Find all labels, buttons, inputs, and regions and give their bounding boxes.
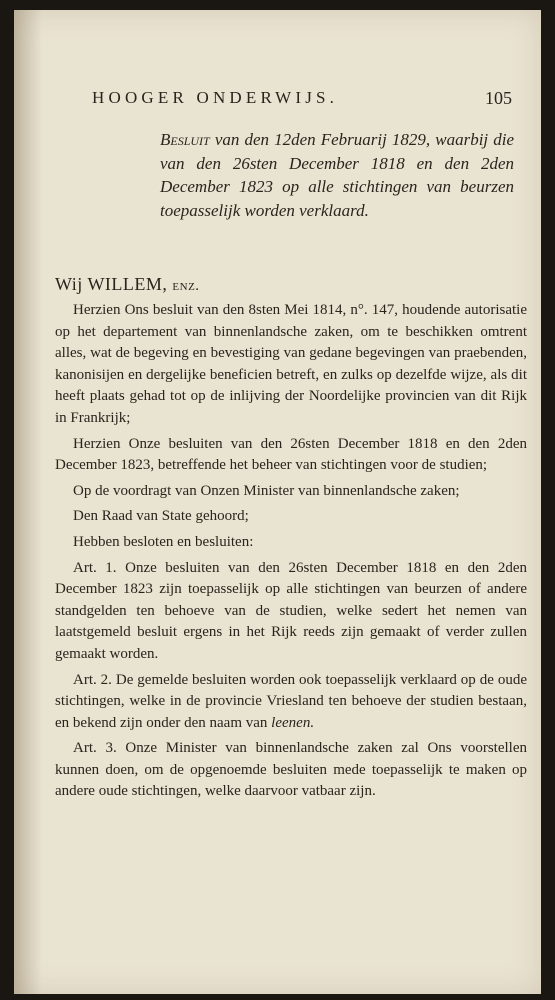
- decree-lead-word: Besluit: [160, 130, 210, 149]
- salutation: [55, 274, 200, 295]
- salutation-suffix: enz.: [172, 278, 200, 294]
- body-text: [55, 300, 527, 807]
- paragraph: Hebben besloten en besluiten:: [73, 533, 254, 550]
- running-header: [92, 88, 512, 108]
- paragraph: Den Raad van State gehoord;: [73, 508, 249, 525]
- paragraph: Herzien Ons besluit van den 8sten Mei 1814, n°. 147, houdende autorisatie op het departement van binnenlandsche zaken, om te beschikken omtrent alles, wat de begeving en bevestiging van gedane begevingen van praebenden, kanonisijen en dergelijke beneficien betreft, en zulks op dezelfde wijze, als dit heeft plaats gehad tot op de inlijving der Noordelijke provincien van dit Rijk in Frankrijk;: [55, 302, 527, 426]
- paragraph: Op de voordragt van Onzen Minister van binnenlandsche zaken;: [73, 482, 460, 499]
- salutation-name: Wij WILLEM,: [55, 274, 168, 294]
- decree-heading: [160, 128, 514, 222]
- article-2: [55, 670, 527, 735]
- running-title: HOOGER ONDERWIJS.: [92, 88, 339, 107]
- book-page: [14, 10, 541, 994]
- article-1: Art. 1. Onze besluiten van den 26sten December 1818 en den 2den December 1823 zijn toepasselijk op alle stichtingen van beurzen of andere standgelden ten behoeve van de studien, welke sedert het nemen van laatstgemeld besluit ergens in het Rijk reeds zijn gemaakt of verder zullen gemaakt worden.: [55, 559, 527, 662]
- article-3: Art. 3. Onze Minister van binnenlandsche zaken zal Ons voorstellen kunnen doen, om de opgenoemde besluiten mede toepasselijk te maken op andere oude stichtingen, welke daarvoor vatbaar zijn.: [55, 740, 527, 800]
- article-2-text: Art. 2. De gemelde besluiten worden ook toepasselijk verklaard op de oude stichtingen, welke in de provincie Vriesland ten behoeve der studien bestaan, en bekend zijn onder den naam van: [55, 671, 527, 731]
- page-gutter-shadow: [14, 10, 42, 994]
- paragraph: Herzien Onze besluiten van den 26sten December 1818 en den 2den December 1823, betreffende het beheer van stichtingen voor de studien;: [55, 435, 527, 474]
- decree-title-text: van den 12den Februarij 1829, waarbij die van den 26sten December 1818 en den 2den December 1823 op alle stichtingen van beurzen toepasselijk worden verklaard.: [160, 130, 514, 220]
- page-number: 105: [485, 88, 512, 108]
- article-2-italic: leenen.: [271, 714, 315, 731]
